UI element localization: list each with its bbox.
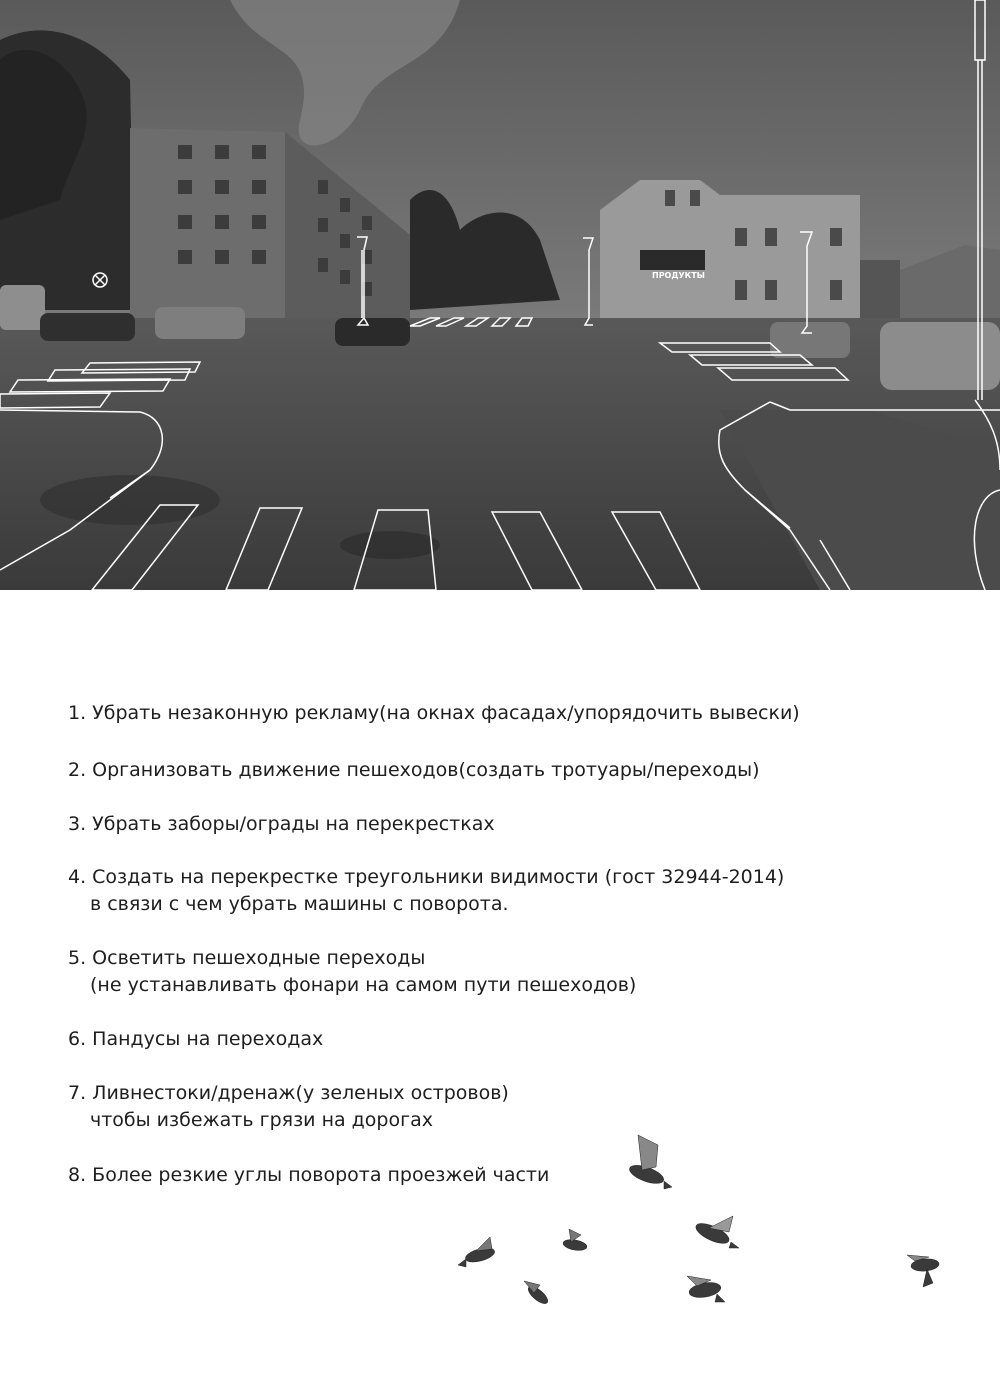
- pigeon-icon: [458, 1237, 496, 1267]
- list-item: [68, 864, 784, 918]
- item-text: 8. Более резкие углы поворота проезжей части: [68, 1164, 550, 1186]
- shop-sign: ПРОДУКТЫ: [652, 271, 705, 280]
- pigeon-icon: [524, 1281, 550, 1307]
- pigeon-icon: [562, 1229, 587, 1252]
- list-item: [68, 1080, 509, 1134]
- list-item: [68, 1162, 549, 1189]
- road-stain: [340, 531, 440, 559]
- pigeon-icon: [693, 1216, 739, 1248]
- list-item: [68, 1026, 323, 1053]
- road-stain: [40, 475, 220, 525]
- pigeon-icon: [687, 1276, 725, 1302]
- list-item: [68, 700, 800, 727]
- list-item: [68, 945, 636, 999]
- item-text: 5. Осветить пешеходные переходы: [68, 947, 426, 969]
- item-text: 2. Организовать движение пешеходов(создать тротуары/переходы): [68, 759, 760, 781]
- street-scene: [0, 0, 1000, 590]
- car: [335, 318, 410, 346]
- shop-building: [600, 180, 860, 320]
- pigeon-icon: [907, 1255, 939, 1287]
- item-text: 4. Создать на перекрестке треугольники видимости (гост 32944-2014): [68, 866, 785, 888]
- car: [770, 322, 850, 358]
- item-text: 7. Ливнестоки/дренаж(у зеленых островов): [68, 1082, 509, 1104]
- shop-sign-board: [640, 250, 705, 270]
- item-text-continued: (не устанавливать фонари на самом пути пешеходов): [90, 974, 637, 996]
- item-text-continued: в связи с чем убрать машины с поворота.: [90, 893, 509, 915]
- street-photo: [0, 0, 1000, 590]
- item-text-continued: чтобы избежать грязи на дорогах: [90, 1109, 433, 1131]
- list-item: [68, 811, 495, 838]
- list-item: [68, 757, 760, 784]
- car: [40, 313, 135, 341]
- car: [155, 307, 245, 339]
- item-text: 3. Убрать заборы/ограды на перекрестках: [68, 813, 495, 835]
- pigeon-icon: [627, 1135, 672, 1189]
- item-text: 1. Убрать незаконную рекламу(на окнах фасадах/упорядочить вывески): [68, 702, 800, 724]
- van: [0, 285, 45, 330]
- item-text: 6. Пандусы на переходах: [68, 1028, 324, 1050]
